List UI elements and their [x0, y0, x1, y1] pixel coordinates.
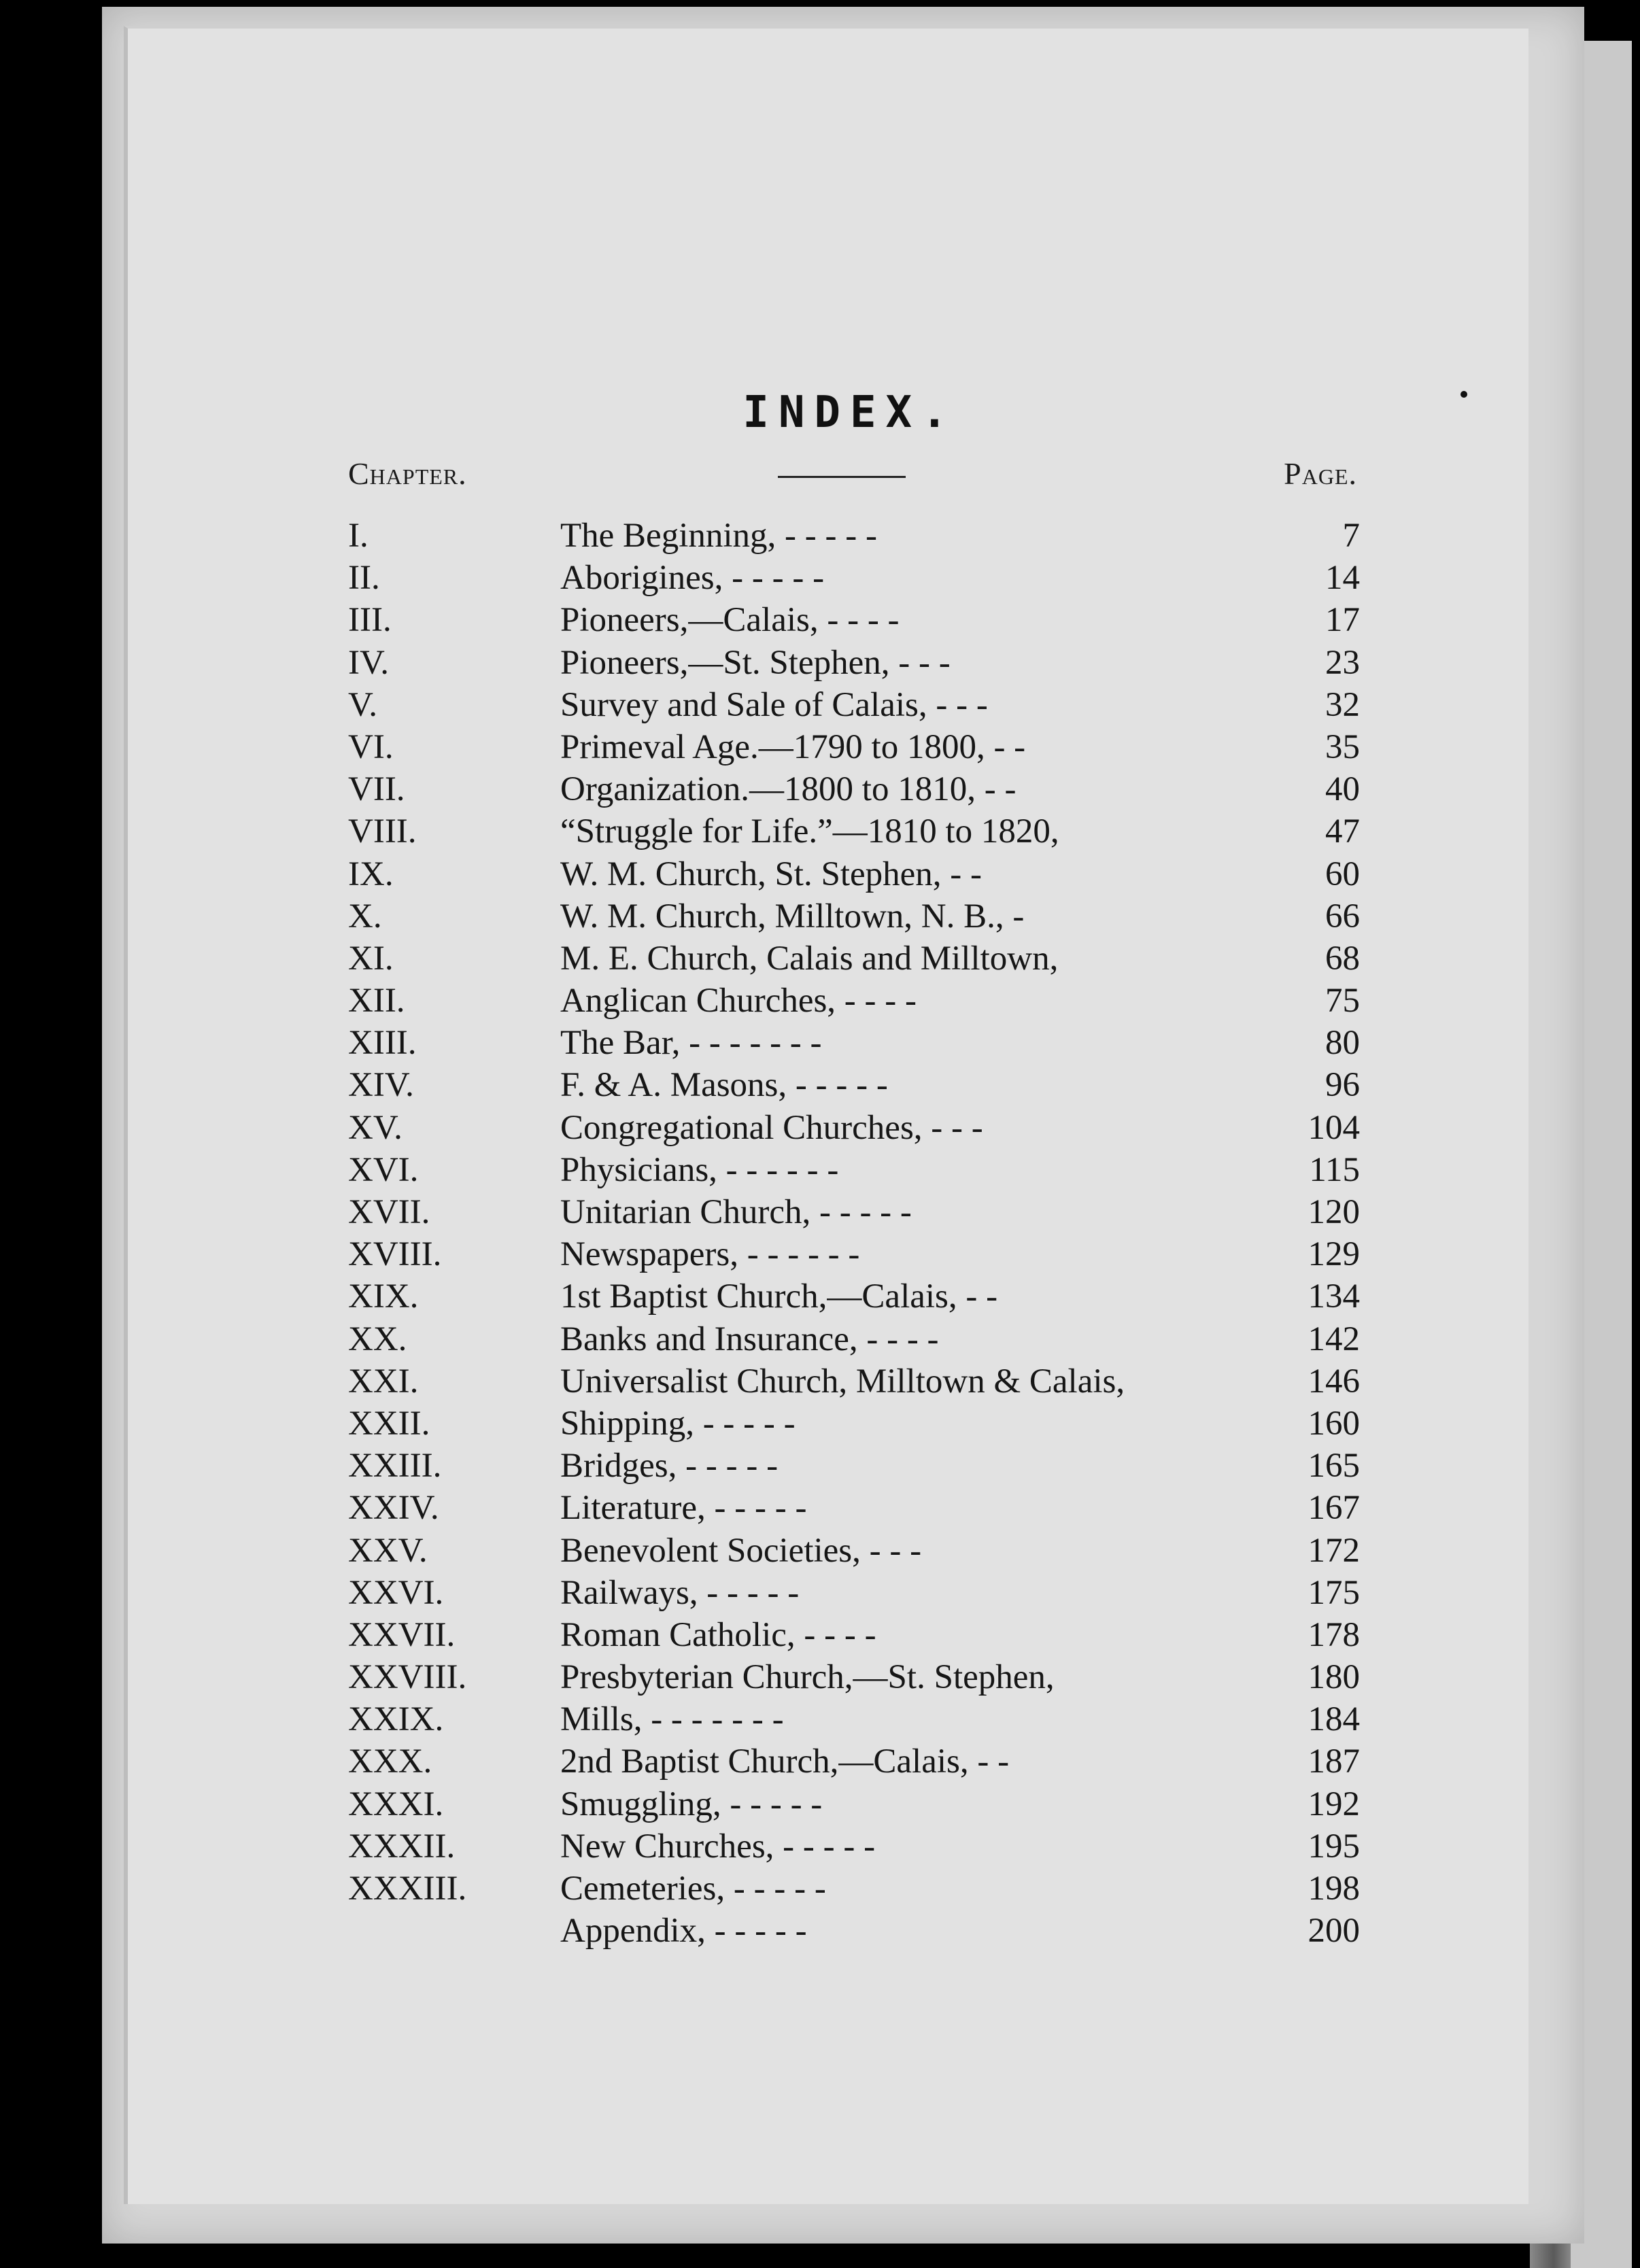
page-number: 200 [1308, 1912, 1360, 1951]
chapter-title: Railways, - - - - - [560, 1573, 800, 1612]
page-number: 60 [1325, 855, 1360, 893]
page-number: 7 [1342, 517, 1360, 555]
chapter-title: “Struggle for Life.”—1810 to 1820, [560, 812, 1059, 851]
page-number: 134 [1308, 1277, 1360, 1316]
ink-spot [1460, 391, 1467, 398]
index-row [348, 853, 1368, 895]
index-entries [348, 515, 1368, 1952]
header-divider-rule [778, 476, 906, 478]
index-row [348, 557, 1368, 599]
chapter-number: XIII. [348, 1024, 417, 1063]
chapter-column-header: Chapter. [348, 456, 467, 491]
chapter-title: Congregational Churches, - - - [560, 1108, 983, 1147]
chapter-number: XXXII. [348, 1827, 456, 1866]
chapter-number: XXI. [348, 1362, 419, 1401]
page-number: 115 [1309, 1150, 1360, 1189]
page-number: 40 [1325, 770, 1360, 809]
index-row [348, 1572, 1368, 1614]
chapter-title: Physicians, - - - - - - [560, 1150, 839, 1189]
chapter-title: Aborigines, - - - - - [560, 559, 825, 598]
chapter-title: Appendix, - - - - - [560, 1912, 807, 1951]
chapter-title: New Churches, - - - - - [560, 1827, 876, 1866]
index-row [348, 1740, 1368, 1783]
chapter-number: XXXI. [348, 1785, 444, 1823]
index-row [348, 642, 1368, 684]
chapter-title: Banks and Insurance, - - - - [560, 1320, 939, 1358]
chapter-number: XXV. [348, 1531, 428, 1570]
chapter-number: XXIV. [348, 1489, 439, 1528]
index-row [348, 1149, 1368, 1191]
page-number: 175 [1308, 1573, 1360, 1612]
index-row [348, 1360, 1368, 1403]
chapter-title: Pioneers,—St. Stephen, - - - [560, 643, 951, 682]
index-row [348, 1022, 1368, 1064]
index-row [348, 895, 1368, 938]
page-number: 187 [1308, 1742, 1360, 1781]
chapter-title: Anglican Churches, - - - - [560, 982, 917, 1020]
index-row [348, 810, 1368, 853]
chapter-number: XXVII. [348, 1615, 456, 1654]
chapter-number: V. [348, 685, 378, 724]
page-number: 184 [1308, 1700, 1360, 1739]
chapter-title: F. & A. Masons, - - - - - [560, 1066, 888, 1105]
chapter-title: Organization.—1800 to 1810, - - [560, 770, 1017, 809]
chapter-number: XV. [348, 1108, 403, 1147]
page-number: 198 [1308, 1870, 1360, 1908]
index-row [348, 1107, 1368, 1149]
page-number: 66 [1325, 897, 1360, 935]
chapter-title: Pioneers,—Calais, - - - - [560, 601, 900, 640]
index-row [348, 684, 1368, 726]
chapter-number: VIII. [348, 812, 417, 851]
chapter-number: XI. [348, 939, 394, 978]
chapter-title: M. E. Church, Calais and Milltown, [560, 939, 1059, 978]
page-number: 14 [1325, 559, 1360, 598]
chapter-number: IV. [348, 643, 389, 682]
page-number: 32 [1325, 685, 1360, 724]
chapter-number: VI. [348, 727, 394, 766]
chapter-title: W. M. Church, St. Stephen, - - [560, 855, 982, 893]
index-row [348, 515, 1368, 557]
chapter-title: Universalist Church, Milltown & Calais, [560, 1362, 1125, 1401]
index-row [348, 1403, 1368, 1445]
page-number: 75 [1325, 982, 1360, 1020]
index-row [348, 938, 1368, 980]
index-row [348, 1191, 1368, 1233]
chapter-title: Literature, - - - - - [560, 1489, 807, 1528]
chapter-title: Survey and Sale of Calais, - - - [560, 685, 988, 724]
chapter-number: VII. [348, 770, 405, 809]
chapter-title: Newspapers, - - - - - - [560, 1235, 860, 1274]
index-row [348, 768, 1368, 810]
page-number: 192 [1308, 1785, 1360, 1823]
page-number: 172 [1308, 1531, 1360, 1570]
chapter-number: XXVIII. [348, 1658, 467, 1697]
index-row [348, 1487, 1368, 1529]
chapter-title: The Bar, - - - - - - - [560, 1024, 822, 1063]
chapter-number: X. [348, 897, 382, 935]
chapter-number: IX. [348, 855, 394, 893]
chapter-title: Benevolent Societies, - - - [560, 1531, 922, 1570]
chapter-number: III. [348, 601, 392, 640]
chapter-number: XX. [348, 1320, 407, 1358]
page-number: 23 [1325, 643, 1360, 682]
page-number: 68 [1325, 939, 1360, 978]
chapter-number: XII. [348, 982, 405, 1020]
chapter-number: XIX. [348, 1277, 419, 1316]
page-number: 167 [1308, 1489, 1360, 1528]
index-row [348, 1783, 1368, 1825]
chapter-title: Presbyterian Church,—St. Stephen, [560, 1658, 1055, 1697]
page-title: INDEX. [742, 388, 957, 438]
page-number: 17 [1325, 601, 1360, 640]
page-number: 35 [1325, 727, 1360, 766]
chapter-number: XVIII. [348, 1235, 442, 1274]
index-row [348, 726, 1368, 768]
page-number: 160 [1308, 1404, 1360, 1443]
chapter-number: XIV. [348, 1066, 414, 1105]
page-number: 195 [1308, 1827, 1360, 1866]
index-row [348, 1445, 1368, 1487]
index-row [348, 1656, 1368, 1698]
index-row [348, 1233, 1368, 1275]
chapter-title: Bridges, - - - - - [560, 1447, 779, 1485]
chapter-title: Shipping, - - - - - [560, 1404, 796, 1443]
index-row [348, 1698, 1368, 1740]
index-row [348, 599, 1368, 641]
page-number: 80 [1325, 1024, 1360, 1063]
page-number: 165 [1308, 1447, 1360, 1485]
index-row [348, 1318, 1368, 1360]
chapter-title: Mills, - - - - - - - [560, 1700, 784, 1739]
index-row [348, 1825, 1368, 1868]
chapter-title: Unitarian Church, - - - - - [560, 1193, 912, 1231]
page-number: 146 [1308, 1362, 1360, 1401]
chapter-title: The Beginning, - - - - - [560, 517, 877, 555]
page-number: 129 [1308, 1235, 1360, 1274]
chapter-title: 2nd Baptist Church,—Calais, - - [560, 1742, 1010, 1781]
index-row [348, 1275, 1368, 1318]
chapter-number: XXIX. [348, 1700, 444, 1739]
chapter-number: XXII. [348, 1404, 430, 1443]
index-row [348, 980, 1368, 1022]
index-row [348, 1064, 1368, 1106]
chapter-number: XVI. [348, 1150, 419, 1189]
page-number: 180 [1308, 1658, 1360, 1697]
chapter-title: Cemeteries, - - - - - [560, 1870, 826, 1908]
chapter-number: XXX. [348, 1742, 432, 1781]
page-number: 142 [1308, 1320, 1360, 1358]
chapter-number: II. [348, 559, 380, 598]
page-number: 47 [1325, 812, 1360, 851]
chapter-number: XXIII. [348, 1447, 442, 1485]
chapter-title: Smuggling, - - - - - [560, 1785, 823, 1823]
chapter-number: XXXIII. [348, 1870, 467, 1908]
page-number: 178 [1308, 1615, 1360, 1654]
page-number: 96 [1325, 1066, 1360, 1105]
page-number: 104 [1308, 1108, 1360, 1147]
chapter-title: Primeval Age.—1790 to 1800, - - [560, 727, 1026, 766]
page-column-header: Page. [1284, 456, 1357, 491]
chapter-number: XXVI. [348, 1573, 444, 1612]
chapter-number: XVII. [348, 1193, 430, 1231]
chapter-title: 1st Baptist Church,—Calais, - - [560, 1277, 998, 1316]
chapter-title: W. M. Church, Milltown, N. B., - [560, 897, 1025, 935]
index-row [348, 1868, 1368, 1910]
chapter-number: I. [348, 517, 369, 555]
chapter-title: Roman Catholic, - - - - [560, 1615, 876, 1654]
index-row [348, 1910, 1368, 1952]
index-row [348, 1614, 1368, 1656]
page-number: 120 [1308, 1193, 1360, 1231]
index-row [348, 1530, 1368, 1572]
